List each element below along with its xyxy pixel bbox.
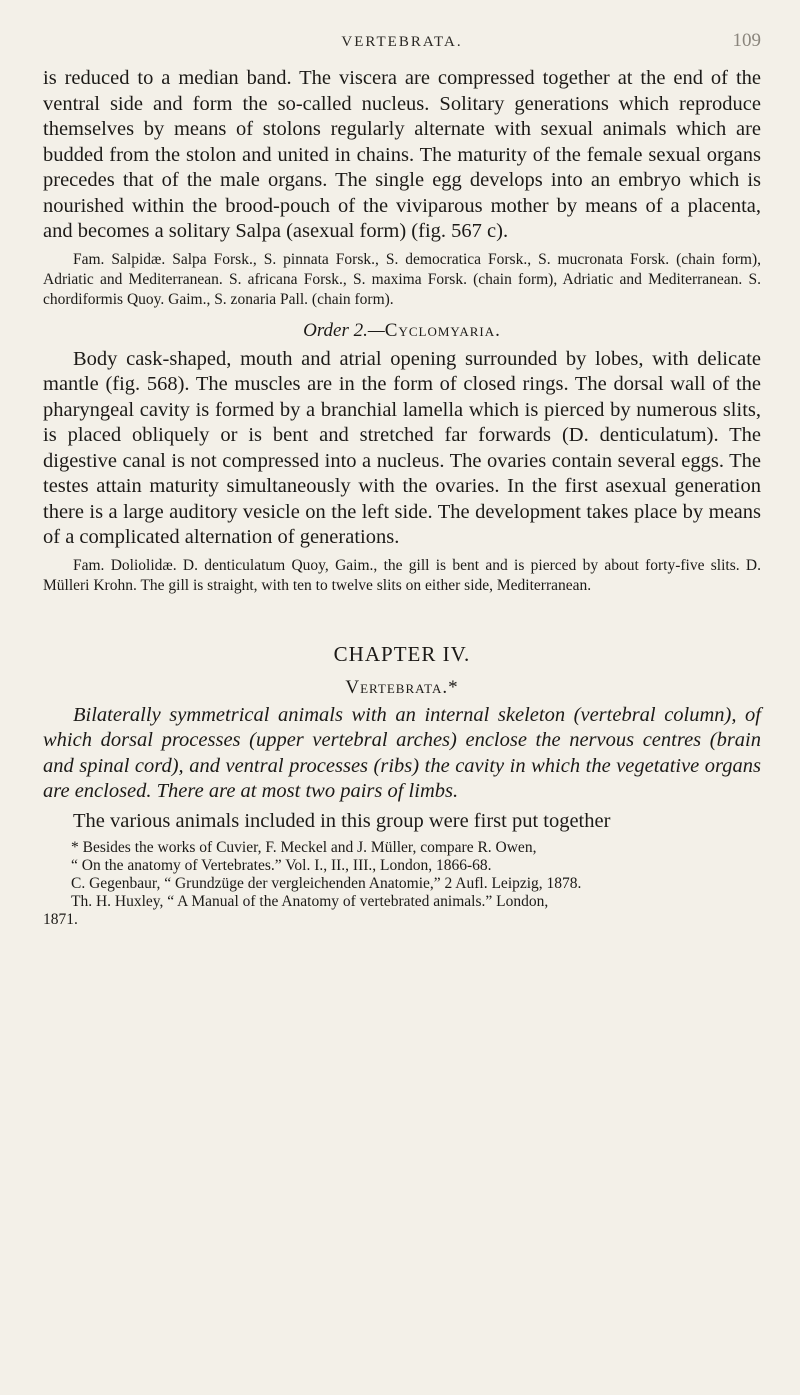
family-label: Fam. Salpidæ. [73, 250, 166, 268]
page-header [43, 26, 761, 66]
family-doliolidae-note [43, 556, 761, 596]
footnote-line: Th. H. Huxley, “ A Manual of the Anatomy of vertebrated animals.” London, [71, 893, 549, 910]
family-text: Salpa Forsk., S. pinnata Forsk., S. democratica Forsk., S. mucronata Forsk. (chain form), Adriatic and Mediterranean. S. africana Forsk., S. maxima Forsk. (chain form), Adriatic and Mediterranean. S. chordiformis Quoy. Gaim., S. zonaria Pall. (chain form). [43, 250, 761, 308]
closing-paragraph: The various animals included in this group were first put together [73, 809, 611, 832]
footnote-line: C. Gegenbaur, “ Grundzüge der vergleichenden Anatomie,” 2 Aufl. Leipzig, 1878. [71, 875, 582, 892]
chapter-title: Vertebrata.* [345, 676, 459, 698]
order-number: Order 2.— [303, 319, 385, 341]
intro-paragraph: is reduced to a median band. The viscera are compressed together at the end of the ventral side and form the so-called nucleus. Solitary generations which reproduce themselves by means of stolons regularly alternate with sexual animals which are budded from the stolon and united in chains. The maturity of the female sexual organs precedes that of the male organs. The single egg develops into an embryo which is nourished within the brood-pouch of the viviparous mother by means of a placenta, and becomes a solitary Salpa (asexual form) (fig. 567 c). [43, 67, 761, 242]
vertebrata-definition: Bilaterally symmetrical animals with an internal skeleton (vertebral column), of which dorsal processes (upper vertebral arches) enclose the nervous centres (brain and spinal cord), and ventral processes (ribs) the cavity in which the vegetative organs are enclosed. There are at most two pairs of limbs. [43, 703, 761, 802]
cyclomyaria-paragraph: Body cask-shaped, mouth and atrial opening surrounded by lobes, with delicate mantle (fig. 568). The muscles are in the form of closed rings. The dorsal wall of the pharyngeal cavity is formed by a branchial lamella which is pierced by numerous slits, is placed obliquely or is bent and stretched far forwards (D. denticulatum). The digestive canal is not compressed into a nucleus. The ovaries contain several eggs. The testes attain maturity simultaneously with the ovaries. In the first asexual generation there is a large auditory vesicle on the left side. The development takes place by means of a complicated alternation of generations. [43, 347, 761, 548]
running-head: VERTEBRATA. [341, 34, 463, 50]
page-number: 109 [732, 30, 761, 51]
family-label: Fam. Doliolidæ. [73, 556, 177, 574]
footnote-line: 1871. [43, 911, 78, 928]
order-heading [43, 320, 761, 342]
order-name: Cyclomyaria. [384, 319, 501, 341]
footnote-line: “ On the anatomy of Vertebrates.” Vol. I., II., III., London, 1866-68. [71, 857, 492, 874]
chapter-heading: CHAPTER IV. [333, 641, 471, 666]
family-text: D. denticulatum Quoy, Gaim., the gill is bent and is pierced by about forty-five slits. D. Mülleri Krohn. The gill is straight, with ten to twelve slits on either side, Mediterranean. [43, 556, 761, 594]
book-page [43, 26, 761, 929]
footnote [43, 839, 761, 929]
footnote-line: * Besides the works of Cuvier, F. Meckel and J. Müller, compare R. Owen, [71, 839, 537, 856]
family-salpidae-note [43, 250, 761, 310]
